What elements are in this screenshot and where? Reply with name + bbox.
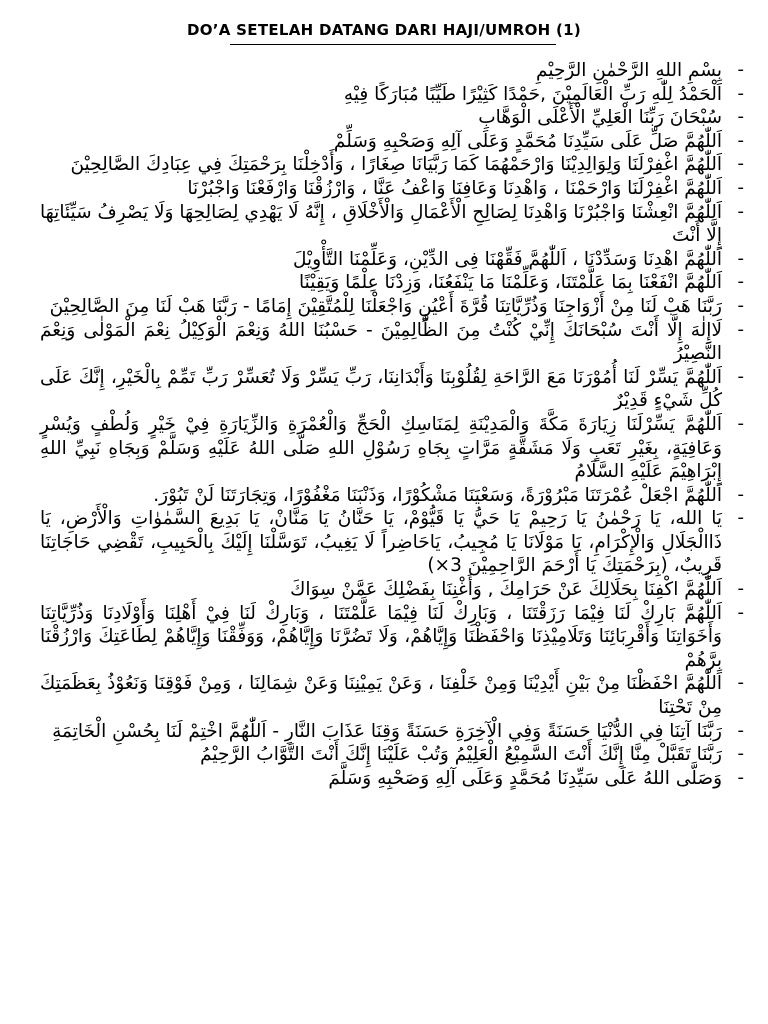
bullet-dash: - — [737, 200, 744, 222]
bullet-dash: - — [737, 766, 744, 788]
prayer-text: اَلْحَمْدُ لِلّٰهِ رَبِّ الْعَالَمِيْنَ ,حَمْدًا كَثِيْرًا طَيِّبًا مُبَارَكًا فِيْهِ — [343, 83, 722, 105]
prayer-text: اَللّٰهُمَّ صَلِّ عَلَى سَيِّدِنَا مُحَمَّدٍ وَعَلَى آلِهِ وَصَحْبِهِ وَسَلِّمْ — [333, 130, 722, 152]
bullet-dash: - — [737, 247, 744, 269]
prayer-item-7 — [40, 201, 748, 248]
bullet-dash: - — [737, 412, 744, 434]
prayer-text: لَاإِلٰهَ إِلَّا أَنْتَ سُبْحَانَكَ إِنِّيْ كُنْتُ مِنَ الظَّالِمِيْنَ - حَسْبُنَا اللهُ وَنِعْمَ الْوَكِيْلُ نِعْمَ الْمَوْلٰى وَنِعْمَ النَّصِيْرُ — [40, 319, 722, 365]
bullet-dash: - — [737, 672, 744, 694]
bullet-dash: - — [737, 318, 744, 340]
bullet-dash: - — [737, 129, 744, 151]
bullet-dash: - — [737, 365, 744, 387]
prayer-text: اَللّٰهُمَّ بَارِكْ لَنَا فِيْمَا رَزَقْتَنَا ، وَبَارِكْ لَنَا فِيْمَا عَلَّمْتَنَا ، وَبَارِكْ لَنَا فِيْ أَهْلِنَا وَأَوْلَادِنَا وَذُرِّيَّاتِنَا وَأَخَوَاتِنَا وَأَقْرِبَائِنَا وَتَلَامِيْذِنَا وَاحْفَظْنَا وَإِيَّاهُمْ، وَلَا تَضُرَّنَا وَإِيَّاهُمْ، وَوَفِّقْنَا وَإِيَّاهُمْ لِطَاعَتِكَ وَارْزُقْنَا بِرَّهُمْ — [40, 602, 722, 671]
prayer-text: اَللّٰهُمَّ اكْفِنَا بِحَلَالِكَ عَنْ حَرَامِكَ , وَأَغْنِنَا بِفَضْلِكَ عَمَّنْ سِوَاكَ — [290, 579, 722, 601]
prayer-item-11 — [40, 319, 748, 366]
prayer-item-6 — [40, 177, 748, 201]
prayer-item-10 — [40, 295, 748, 319]
bullet-dash: - — [737, 719, 744, 741]
prayer-text: اَللّٰهُمَّ انْفَعْنَا بِمَا عَلَّمْتَنَا، وَعَلِّمْنَا مَا يَنْفَعُنَا، وَزِدْنَا عِلْمًا وَيَقِيْنًا — [299, 272, 722, 294]
prayer-text: رَبَّنَا تَقَبَّلْ مِنَّا إِنَّكَ أَنْتَ السَّمِيْعُ الْعَلِيْمُ وَتُبْ عَلَيْنَا إِنَّكَ أَنْتَ التَّوَّابُ الرَّحِيْمُ — [200, 744, 722, 766]
prayer-item-20 — [40, 743, 748, 767]
bullet-dash: - — [737, 743, 744, 765]
prayer-item-18 — [40, 672, 748, 719]
prayer-text: اَللّٰهُمَّ اغْفِرْلَنَا وَلِوَالِدِيْنَا وَارْحَمْهُمَا كَمَا رَبَّيَانَا صِغَارًا ، وَأَدْخِلْنَا بِرَحْمَتِكَ فِي عِبَادِكَ الصَّالِحِيْنَ — [70, 154, 722, 176]
prayer-list — [40, 59, 748, 790]
prayer-text: اَللّٰهُمَّ احْفَظْنَا مِنْ بَيْنِ أَيْدِيْنَا وَمِنْ خَلْفِنَا ، وَعَنْ يَمِيْنِنَا وَعَنْ شِمَالِنَا ، وَمِنْ فَوْقِنَا وَنَعُوْذُ بِعَظَمَتِكَ مِنْ تَحْتِنَا — [40, 673, 722, 719]
prayer-item-3 — [40, 106, 748, 130]
prayer-item-19 — [40, 720, 748, 744]
prayer-item-21 — [40, 767, 748, 791]
prayer-text: اَللّٰهُمَّ يَسِّرْ لَنَا أُمُوْرَنَا مَعَ الرَّاحَةِ لِقُلُوْبِنَا وَأَبْدَانِنَا، رَبِّ يَسِّرْ وَلَا تُعَسِّرْ رَبِّ تَمِّمْ بِالْخَيْرِ، إِنَّكَ عَلَى كُلِّ شَيْءٍ قَدِيْرٌ — [40, 366, 722, 412]
prayer-text: وَصَلَّى اللهُ عَلَى سَيِّدِنَا مُحَمَّدٍ وَعَلَى آلِهِ وَصَحْبِهِ وَسَلَّمَ — [328, 767, 722, 789]
prayer-text: بِسْمِ اللهِ الرَّحْمٰنِ الرَّحِيْمِ — [536, 60, 722, 81]
prayer-item-16 — [40, 578, 748, 602]
bullet-dash: - — [737, 82, 744, 104]
bullet-dash: - — [737, 59, 744, 80]
prayer-text: اَللّٰهُمَّ يَسِّرْلَنَا زِيَارَةَ مَكَّةَ وَالْمَدِيْنَةِ لِمَنَاسِكِ الْحَجِّ وَالْعُمْرَةِ وَالزِّيَارَةِ فِيْ خَيْرٍ وَلُطْفٍ وَيُسْرٍ وَعَافِيَةٍ، بِغَيْرِ تَعَبٍ وَلَا مَشَقَّةٍ مَرَّاتٍ بِجَاهِ رَسُوْلِ اللهِ صَلَّى اللهُ عَلَيْهِ وَسَلَّمْ وَبِجَاهِ نَبِيِّ اللهِ إِبْرَاهِيْمَ عَلَيْهِ السَّلَامُ — [40, 413, 722, 483]
prayer-item-8 — [40, 248, 748, 272]
prayer-item-14 — [40, 484, 748, 508]
prayer-text: اَللّٰهُمَّ اجْعَلْ عُمْرَتَنَا مَبْرُوْرَةً، وَسَعْيَنَا مَشْكُوْرًا، وَذَنْبَنَا مَغْفُوْرًا، وَتِجَارَتَنَا لَنْ تَبُوْرَ. — [153, 484, 722, 506]
bullet-dash: - — [737, 507, 744, 529]
prayer-text: يَا الله، يَا رَحْمٰنُ يَا رَحِيمْ يَا حَيُّ يَا قَيُّوْمْ، يَا حَنَّانُ يَا مَنَّانْ، يَا بَدِيعَ السَّمٰوٰاتِ وَالْأَرْضِ، يَا ذَاالْجَلَالِ وَالْإِكْرَامِ، يَا مَوْلَانَا يَا مُجِيبُ، يَاحَاضِراً لَا يَغِيبُ، تَوَسَّلْنَا إِلَيْكَ بِالْحَبِيبِ، تَقْضِي حَاجَاتِنَا قَرِيبٌ، (بِرَحْمَتِكَ يَا أَرْحَمَ الرَّاحِمِيْنَ 3×) — [40, 508, 722, 577]
prayer-item-4 — [40, 130, 748, 154]
prayer-text: رَبَّنَا آتِنَا فِي الدُّنْيَا حَسَنَةً وَفِي الْآخِرَةِ حَسَنَةً وَقِنَا عَذَابَ النَّارِ - اَللّٰهُمَّ اخْتِمْ لَنَا بِحُسْنِ الْخَاتِمَةِ — [52, 720, 722, 742]
bullet-dash: - — [737, 106, 744, 128]
bullet-dash: - — [737, 601, 744, 623]
prayer-item-12 — [40, 366, 748, 413]
prayer-text: رَبَّنَا هَبْ لَنَا مِنْ أَزْوَاجِنَا وَذُرِّيَّاتِنَا قُرَّةَ أَعْيُنٍ وَاجْعَلْنَا لِلْمُتَّقِيْنَ إِمَامًا - رَبَّنَا هَبْ لَنَا مِنَ الصَّالِحِيْنَ — [49, 295, 722, 317]
title-underline — [230, 44, 556, 45]
prayer-text: اَللّٰهُمَّ انْعِشْنَا وَاجْبُرْنَا وَاهْدِنَا لِصَالِحِ الْأَعْمَالِ وَالْأَخْلَاقِ ، إِنَّهُ لَا يَهْدِي لِصَالِحِهَا وَلَا يَصْرِفُ سَيِّئَاتِهَا إِلَّا أَنْتَ — [40, 201, 722, 247]
prayer-item-15 — [40, 507, 748, 578]
bullet-dash: - — [737, 176, 744, 198]
prayer-item-9 — [40, 271, 748, 295]
prayer-item-5 — [40, 153, 748, 177]
bullet-dash: - — [737, 271, 744, 293]
prayer-text: اَللّٰهُمَّ اغْفِرْلَنَا وَارْحَمْنَا ، وَاهْدِنَا وَعَافِنَا وَاعْفُ عَنَّا ، وَارْزُقْنَا وَارْفَعْنَا وَاجْبُرْنَا — [187, 177, 722, 199]
page-title: DO’A SETELAH DATANG DARI HAJI/UMROH (1) — [186, 21, 582, 39]
bullet-dash: - — [737, 153, 744, 175]
prayer-item-17 — [40, 602, 748, 673]
bullet-dash: - — [737, 483, 744, 505]
bullet-dash: - — [737, 578, 744, 600]
prayer-text: اَللّٰهُمَّ اهْدِنَا وَسَدِّدْنَا ، اَللّٰهُمَّ فَقِّهْنَا فِى الدِّيْنِ، وَعَلِّمْنَا التَّأْوِيْلَ — [293, 248, 722, 270]
prayer-item-13 — [40, 413, 748, 484]
bullet-dash: - — [737, 294, 744, 316]
prayer-item-1 — [40, 59, 748, 83]
prayer-item-2 — [40, 83, 748, 107]
prayer-text: سُبْحَانَ رَبِّنَا الْعَلِيِّ الْأَعْلَى الْوَهَّابِ — [478, 107, 722, 129]
